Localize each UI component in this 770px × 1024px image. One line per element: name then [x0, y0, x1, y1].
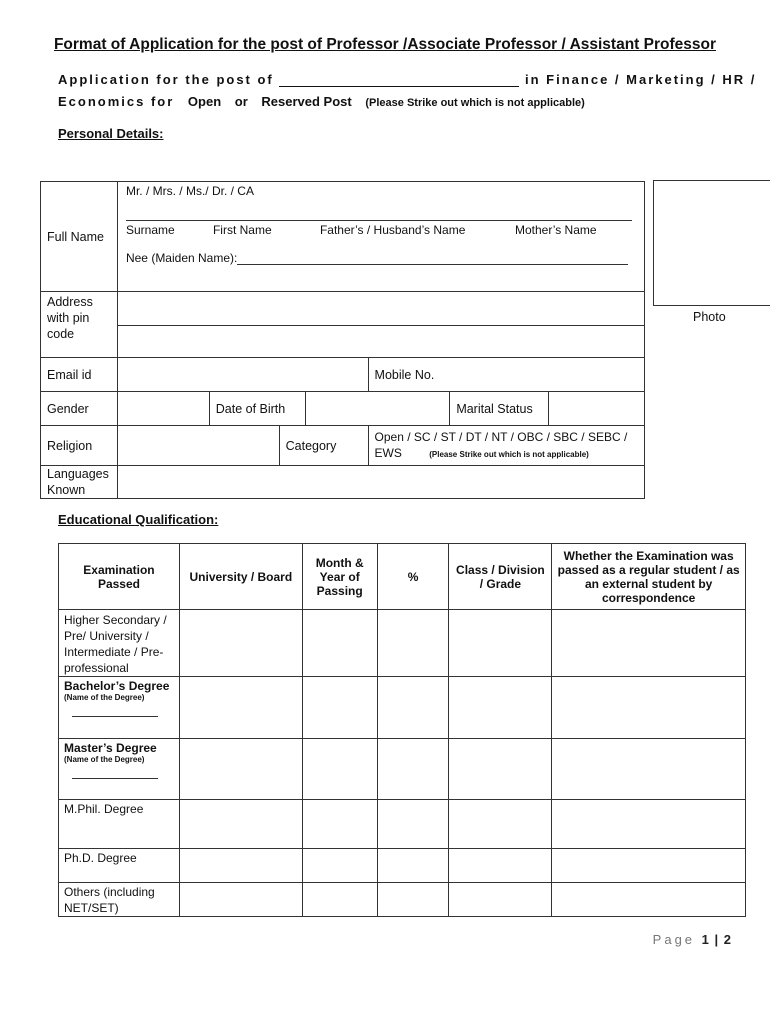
religion-label: Religion — [41, 426, 118, 466]
mobile-cell[interactable] — [368, 358, 644, 392]
header-university: University / Board — [179, 544, 302, 610]
page-title: Format of Application for the post of Professor /Associate Professor / Assistant Professor — [53, 36, 717, 53]
table-cell[interactable] — [377, 677, 449, 739]
page-word: Page — [652, 932, 696, 947]
full-name-cell[interactable] — [117, 182, 644, 292]
nee-blank[interactable] — [237, 254, 628, 265]
open-option[interactable]: Open — [187, 94, 222, 109]
table-cell[interactable] — [302, 610, 377, 677]
table-cell[interactable] — [377, 849, 449, 883]
category-options[interactable]: Open / SC / ST / DT / NT / OBC / SBC / SEBC / EWS — [374, 429, 628, 460]
dob-field[interactable] — [305, 392, 450, 426]
surname-label: Surname — [125, 223, 175, 237]
row-masters-cell — [59, 739, 180, 800]
name-parts-labels — [126, 223, 636, 237]
nee-label: Nee (Maiden Name): — [125, 251, 238, 265]
header-examination: Examination Passed — [59, 544, 180, 610]
educational-qualification-heading: Educational Qualification: — [58, 512, 219, 527]
header-month-year: Month & Year of Passing — [302, 544, 377, 610]
table-cell[interactable] — [552, 610, 746, 677]
table-cell[interactable] — [552, 677, 746, 739]
email-field[interactable] — [117, 358, 368, 392]
gender-label: Gender — [41, 392, 118, 426]
first-name-label: First Name — [212, 223, 272, 237]
full-name-label: Full Name — [41, 182, 118, 292]
address-line-2[interactable] — [117, 326, 644, 358]
row-mphil-label: M.Phil. Degree — [59, 800, 180, 849]
table-cell[interactable] — [179, 883, 302, 917]
departments-text: in Finance / Marketing / HR / — [525, 72, 757, 87]
table-cell[interactable] — [302, 883, 377, 917]
application-line-1 — [58, 72, 756, 87]
table-cell[interactable] — [377, 739, 449, 800]
languages-label: Languages Known — [41, 466, 118, 499]
table-cell[interactable] — [377, 883, 449, 917]
table-cell[interactable] — [302, 739, 377, 800]
address-label: Address with pin code — [41, 292, 118, 358]
category-strike-note: (Please Strike out which is not applicable) — [429, 449, 589, 459]
religion-field[interactable] — [117, 426, 279, 466]
bachelors-degree-blank[interactable] — [72, 716, 158, 717]
table-cell[interactable] — [449, 610, 552, 677]
mother-name-label: Mother’s Name — [514, 223, 597, 237]
table-cell[interactable] — [552, 739, 746, 800]
marital-status-label: Marital Status — [450, 392, 549, 426]
name-blank-line[interactable] — [126, 216, 632, 221]
dob-label: Date of Birth — [209, 392, 305, 426]
bachelors-degree-note: (Name of the Degree) — [64, 693, 145, 702]
category-label: Category — [279, 426, 368, 466]
application-post-label: Application for the post of — [58, 72, 274, 87]
or-text: or — [234, 94, 248, 109]
table-cell[interactable] — [377, 800, 449, 849]
masters-label: Master’s Degree — [64, 741, 157, 755]
table-cell[interactable] — [377, 610, 449, 677]
mobile-label: Mobile No. — [374, 367, 435, 382]
table-cell[interactable] — [179, 677, 302, 739]
email-label: Email id — [41, 358, 118, 392]
salutation-options: Mr. / Mrs. / Ms./ Dr. / CA — [125, 184, 254, 198]
strike-note: (Please Strike out which is not applicable) — [365, 97, 585, 109]
table-cell[interactable] — [449, 677, 552, 739]
table-cell[interactable] — [302, 677, 377, 739]
father-husband-label: Father’s / Husband’s Name — [319, 223, 466, 237]
row-higher-secondary-label: Higher Secondary / Pre/ University / Intermediate / Pre-professional — [59, 610, 180, 677]
table-cell[interactable] — [179, 739, 302, 800]
table-cell[interactable] — [449, 739, 552, 800]
photo-label: Photo — [693, 310, 726, 324]
table-cell[interactable] — [552, 800, 746, 849]
nee-row — [126, 251, 636, 265]
address-line-1[interactable] — [117, 292, 644, 326]
gender-field[interactable] — [117, 392, 209, 426]
bachelors-label: Bachelor’s Degree — [64, 679, 170, 693]
row-bachelors-cell — [59, 677, 180, 739]
post-name-blank[interactable] — [279, 73, 519, 87]
economics-for-text: Economics for — [58, 94, 175, 109]
application-line-2 — [58, 94, 585, 109]
table-cell[interactable] — [179, 610, 302, 677]
masters-degree-note: (Name of the Degree) — [64, 755, 145, 764]
masters-degree-blank[interactable] — [72, 778, 158, 779]
table-cell[interactable] — [552, 883, 746, 917]
row-phd-label: Ph.D. Degree — [59, 849, 180, 883]
table-cell[interactable] — [552, 849, 746, 883]
header-percent: % — [377, 544, 449, 610]
table-cell[interactable] — [449, 800, 552, 849]
marital-status-field[interactable] — [549, 392, 645, 426]
page-count: 1 | 2 — [701, 932, 732, 947]
header-regular-external: Whether the Examination was passed as a regular student / as an external student by correspondence — [552, 544, 746, 610]
page-number — [653, 932, 732, 947]
personal-details-heading: Personal Details: — [58, 126, 164, 141]
reserved-post-option[interactable]: Reserved Post — [261, 94, 352, 109]
row-others-label: Others (including NET/SET) — [59, 883, 180, 917]
header-class: Class / Division / Grade — [449, 544, 552, 610]
languages-field[interactable] — [117, 466, 644, 499]
table-cell[interactable] — [179, 800, 302, 849]
table-cell[interactable] — [302, 849, 377, 883]
table-cell[interactable] — [179, 849, 302, 883]
education-table — [58, 543, 746, 917]
category-options-cell[interactable] — [368, 426, 644, 466]
table-cell[interactable] — [449, 883, 552, 917]
photo-box[interactable] — [653, 180, 770, 306]
personal-details-table — [40, 181, 645, 499]
table-cell[interactable] — [302, 800, 377, 849]
table-cell[interactable] — [449, 849, 552, 883]
